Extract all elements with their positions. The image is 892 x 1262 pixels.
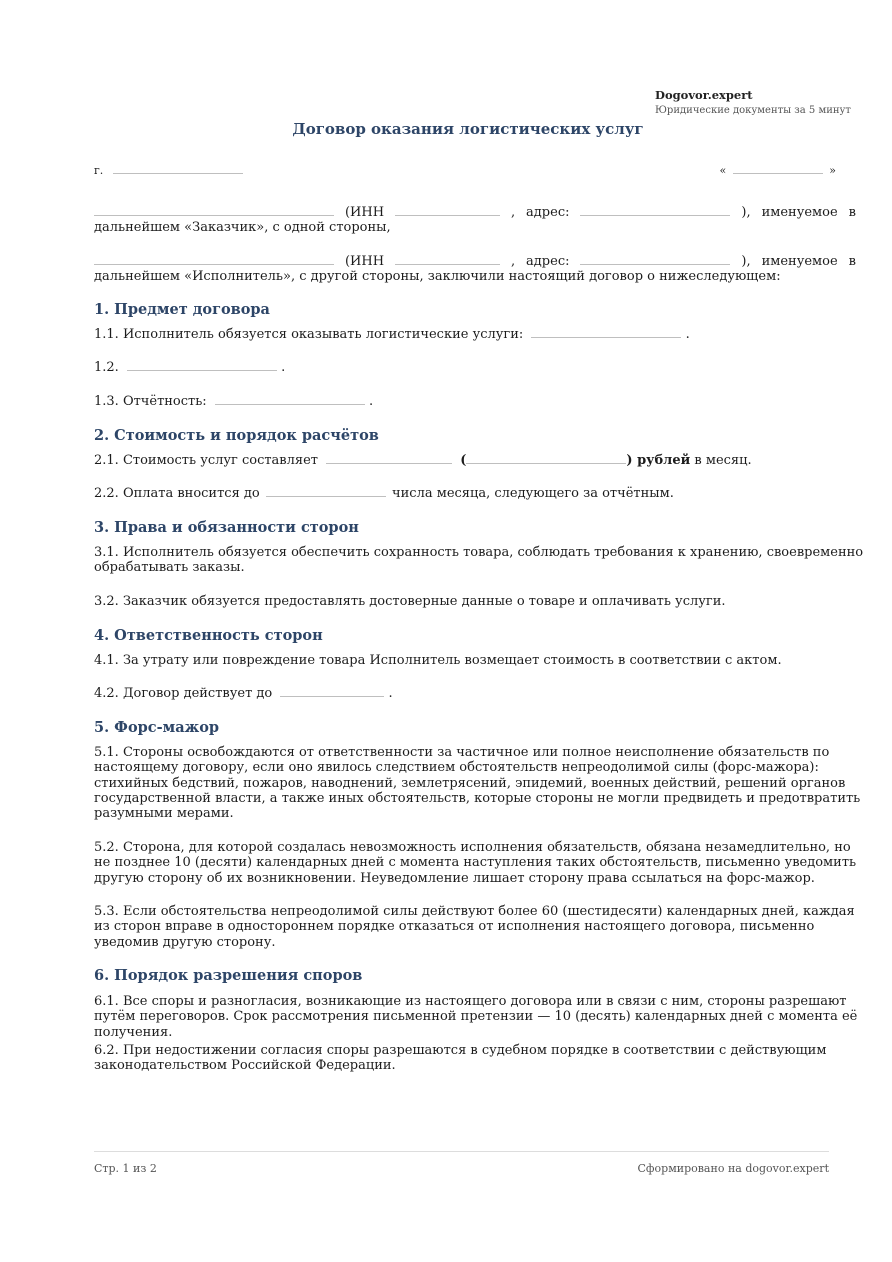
clause-3-2: 3.2. Заказчик обязуется предоставлять достоверные данные о товаре и оплачивать услуги. [94,594,726,609]
price-close-paren: ) рублей [626,453,691,468]
price-blank[interactable] [326,463,452,464]
customer-comma: , [510,205,516,220]
clause-4-1: 4.1. За утрату или повреждение товара Исполнитель возмещает стоимость в соответствии с актом. [94,653,782,668]
clause-4-2-text: 4.2. Договор действует до [94,686,273,701]
brand-name: Dogovor.expert [655,88,753,102]
document-title: Договор оказания логистических услуг [292,120,644,138]
customer-address-blank[interactable] [580,215,730,216]
clause-4-2 [94,686,864,701]
clause-2-2 [94,486,864,501]
date-close-quote: » [829,164,836,177]
clause-1-3 [94,394,864,409]
customer-close: ), [741,205,751,220]
contractor-address-blank[interactable] [580,264,730,265]
party-customer [94,205,856,235]
date-field [720,164,836,177]
clause-1-1 [94,327,864,342]
clause-1-2 [94,360,864,375]
clause-3-1: 3.1. Исполнитель обязуется обеспечить сохранность товара, соблюдать требования к хранению, своевременно обрабатывать заказы. [94,545,864,576]
date-open-quote: « [719,164,727,177]
clause-2-2-text: 2.2. Оплата вносится до [94,486,260,501]
city-field [94,164,243,177]
clause-4-2-end: . [388,686,393,701]
section-4-heading: 4. Ответственность сторон [94,627,323,644]
term-end-blank[interactable] [280,696,384,697]
clause-5-1: 5.1. Стороны освобождаются от ответственности за частичное или полное неисполнение обязательств по настоящему договору, если оно явилось следствием обстоятельств непреодолимой силы (форс-мажора): стихийных бедствий, пожаров, наводнений, землетрясений, эпидемий, военных действий, решений органов государственной власти, а также иных обстоятельств, которые стороны не могли предвидеть и предотвратить разумными мерами. [94,745,861,822]
contractor-close: ), [741,254,751,269]
clause-2-1-tail: в месяц. [694,453,752,468]
clause-1-3-text: 1.3. Отчётность: [94,394,207,409]
section-1-heading: 1. Предмет договора [94,301,270,318]
clause-6-1: 6.1. Все споры и разногласия, возникающие из настоящего договора или в связи с ним, стороны разрешают путём переговоров. Срок рассмотрения письменной претензии — 10 (десять) календарных дней с момента её получения. [94,994,858,1040]
customer-continuation: дальнейшем «Заказчик», с одной стороны, [94,220,391,235]
contractor-comma: , [510,254,516,269]
section-5-heading: 5. Форс-мажор [94,719,220,736]
customer-inn-blank[interactable] [395,215,500,216]
contractor-name-blank[interactable] [94,264,334,265]
customer-in: в [848,205,856,220]
clause-1-2-text: 1.2. [94,360,119,375]
brand-block [655,88,851,116]
contractor-inn-blank[interactable] [395,264,500,265]
clause-2-2-tail: числа месяца, следующего за отчётным. [392,486,674,501]
city-prefix: г. [94,164,104,177]
contractor-address-label: адрес: [526,254,570,269]
page-number: Стр. 1 из 2 [94,1162,157,1175]
clause-1-2-end: . [281,360,286,375]
contractor-in: в [848,254,856,269]
brand-tagline: Юридические документы за 5 минут [655,105,851,116]
city-blank[interactable] [113,173,243,174]
footer-generated: Сформировано на dogovor.expert [637,1162,829,1175]
customer-name-blank[interactable] [94,215,334,216]
clause-5-2: 5.2. Сторона, для которой создалась невозможность исполнения обязательств, обязана незамедлительно, но не позднее 10 (десяти) календарных дней с момента наступления таких обстоятельств, письменно уведомить другую сторону об их возникновении. Неуведомление лишает сторону права ссылаться на форс-мажор. [94,840,857,886]
reporting-blank[interactable] [215,404,365,405]
payment-day-blank[interactable] [266,496,386,497]
date-blank[interactable] [733,173,823,174]
party-contractor [94,254,856,284]
clause-2-1-text: 2.1. Стоимость услуг составляет [94,453,318,468]
clause-1-2-blank[interactable] [127,370,277,371]
footer-divider [94,1151,829,1152]
contractor-inn-label: (ИНН [344,254,385,269]
clause-2-1 [94,453,864,468]
section-6-heading: 6. Порядок разрешения споров [94,967,363,984]
contractor-continuation: дальнейшем «Исполнитель», с другой стороны, заключили настоящий договор о нижеследующем: [94,269,781,284]
clause-5-3: 5.3. Если обстоятельства непреодолимой силы действуют более 60 (шестидесяти) календарных дней, каждая из сторон вправе в одностороннем порядке отказаться от исполнения настоящего договора, письменно уведомив другую сторону. [94,904,855,950]
section-3-heading: 3. Права и обязанности сторон [94,519,359,536]
section-2-heading: 2. Стоимость и порядок расчётов [94,427,379,444]
price-words-blank[interactable] [466,463,626,464]
clause-1-3-end: . [368,394,374,409]
clause-1-1-text: 1.1. Исполнитель обязуется оказывать логистические услуги: [94,327,524,342]
contractor-named: именуемое [761,254,838,269]
customer-named: именуемое [761,205,838,220]
services-blank[interactable] [531,337,681,338]
clause-1-1-end: . [685,327,690,342]
price-open-paren: ( [460,453,467,468]
customer-address-label: адрес: [526,205,570,220]
clause-6-2: 6.2. При недостижении согласия споры разрешаются в судебном порядке в соответствии с действующим законодательством Российской Федерации. [94,1043,827,1074]
customer-inn-label: (ИНН [344,205,385,220]
